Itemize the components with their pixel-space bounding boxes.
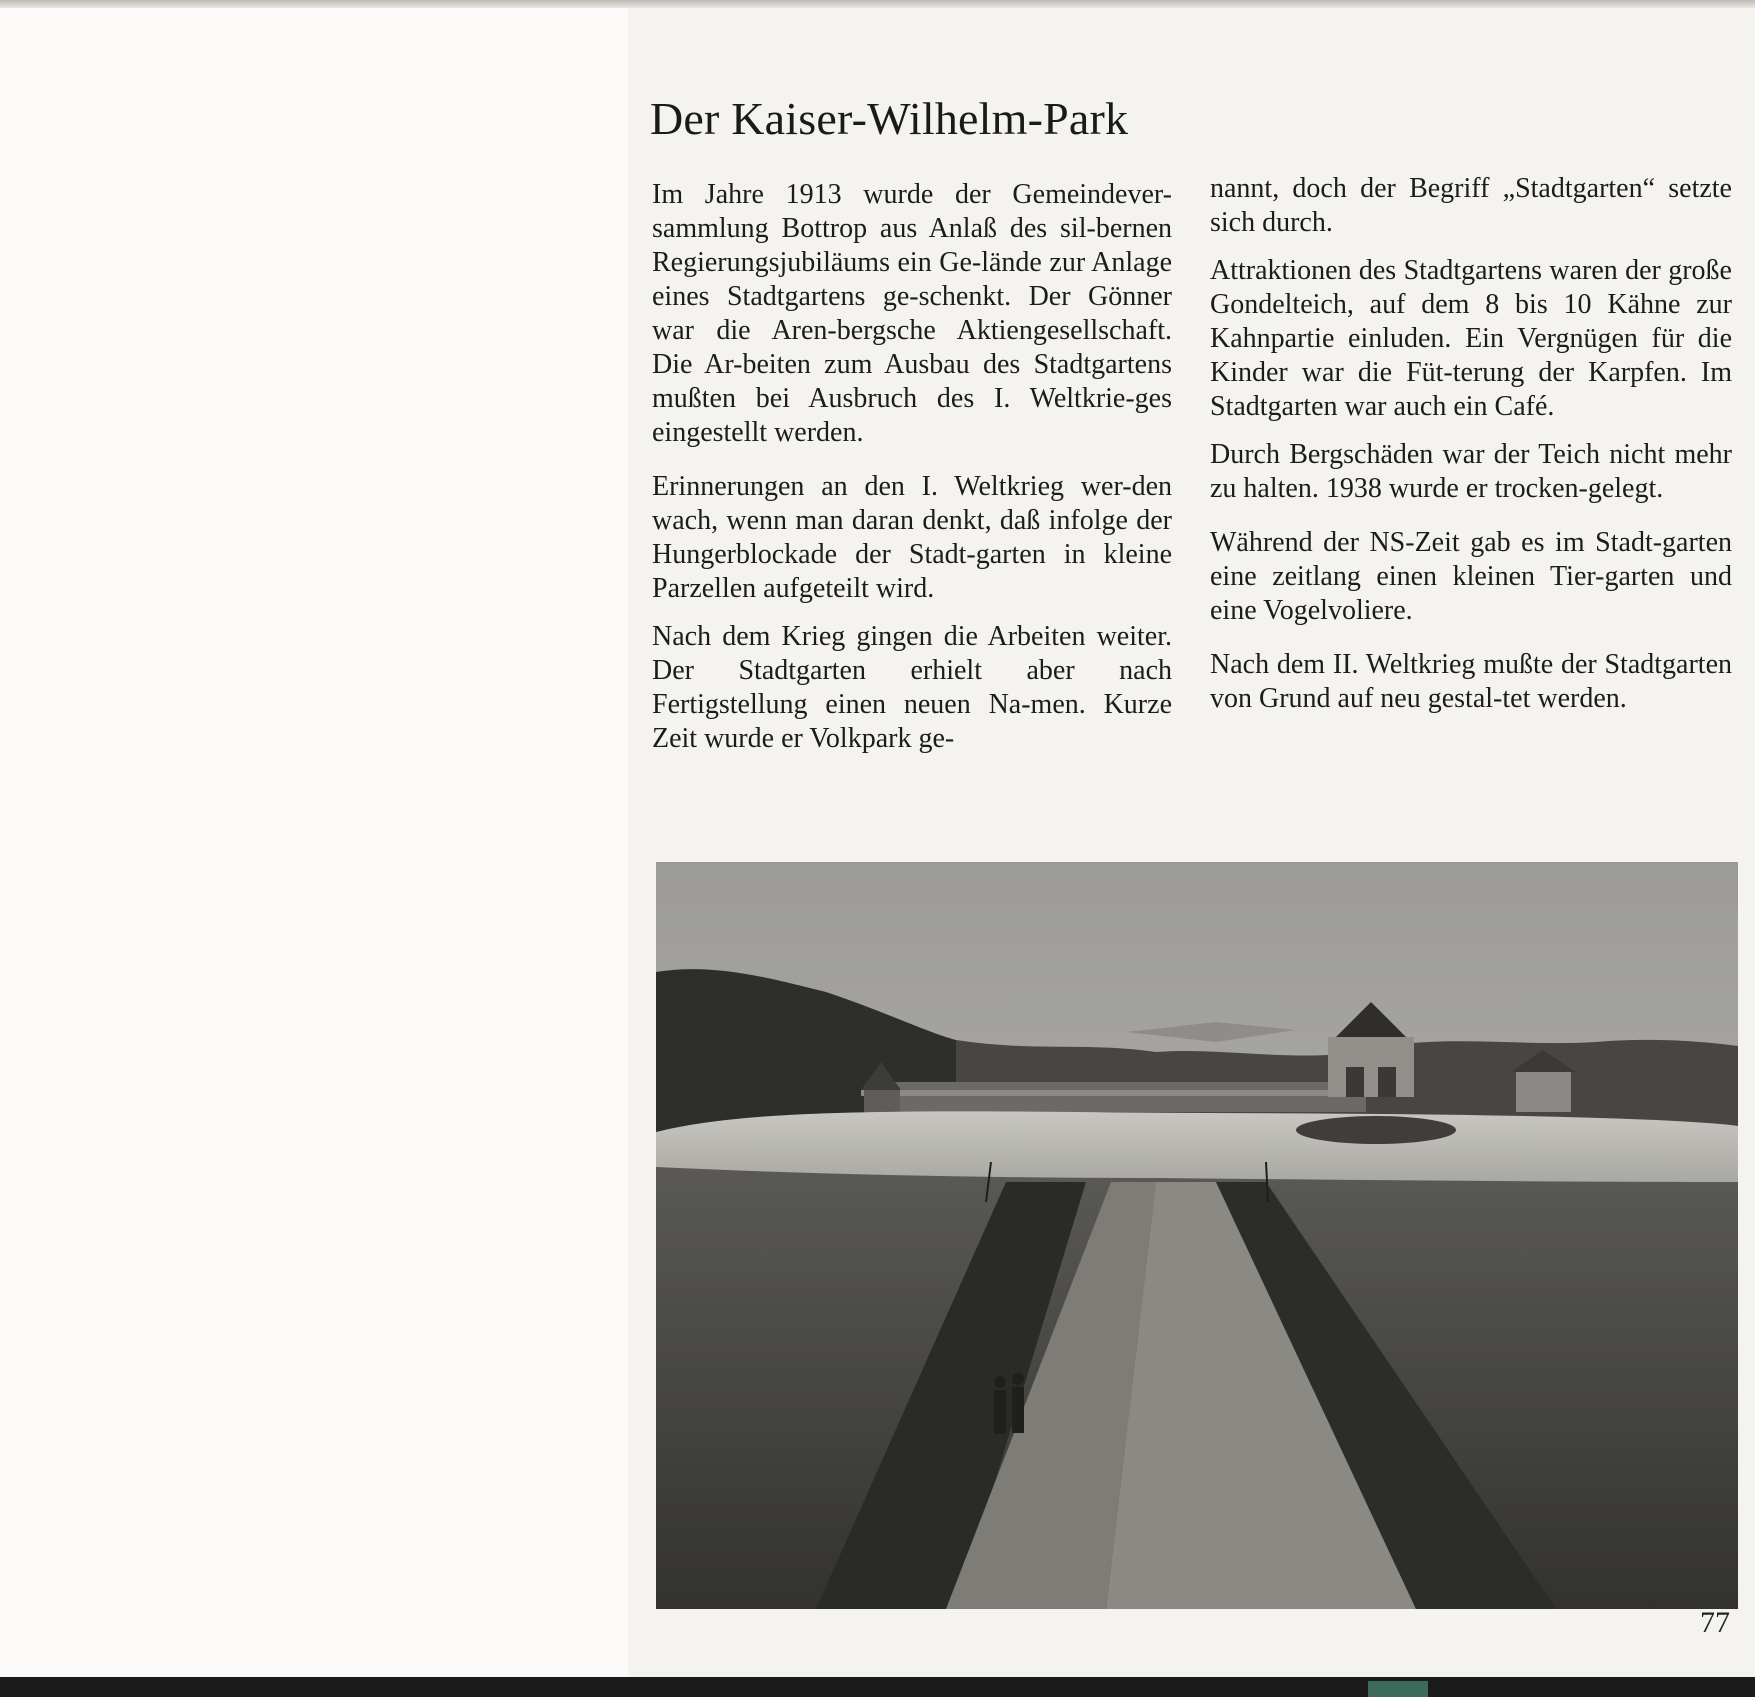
park-photo-drawing xyxy=(656,862,1738,1609)
paragraph-ns-era: Während der NS-Zeit gab es im Stadt-garten eine zeitlang einen kleinen Tier-garten und eine Vogelvoliere. xyxy=(1210,527,1732,626)
text-column-right xyxy=(1210,172,1732,716)
historic-park-photo xyxy=(656,862,1738,1609)
paragraph-after-war: Nach dem Krieg gingen die Arbeiten weiter. Der Stadtgarten erhielt aber nach Fertigstellung einen neuen Na-men. Kurze Zeit wurde er Volkpark ge- xyxy=(652,621,1172,754)
book-edge-accent xyxy=(1368,1681,1428,1697)
text-column-left xyxy=(652,178,1172,756)
paragraph-1913-gift: Im Jahre 1913 wurde der Gemeindever-sammlung Bottrop aus Anlaß des sil-bernen Regierungsjubiläums ein Ge-lände zur Anlage eines Stadtgartens ge-schenkt. Der Gönner war die Aren-bergsche Aktiengesellschaft. Die Ar-beiten zum Ausbau des Stadtgartens mußten bei Ausbruch des I. Weltkrie-ges eingestellt werden. xyxy=(652,179,1172,448)
page-number: 77 xyxy=(1700,1606,1730,1639)
paragraph-mining-damage: Durch Bergschäden war der Teich nicht mehr zu halten. 1938 wurde er trocken-gelegt. xyxy=(1210,439,1732,504)
facing-page-blank xyxy=(0,8,628,1677)
page-title: Der Kaiser-Wilhelm-Park xyxy=(650,93,1129,144)
paragraph-attractions: Attraktionen des Stadtgartens waren der große Gondelteich, auf dem 8 bis 10 Kähne zur Kahnpartie einluden. Ein Vergnügen für die Kinder war die Füt-terung der Karpfen. Im Stadtgarten war auch ein Café. xyxy=(1210,255,1732,422)
paragraph-name-stadtgarten: nannt, doch der Begriff „Stadtgarten“ setzte sich durch. xyxy=(1210,173,1732,238)
paragraph-ww1-memories: Erinnerungen an den I. Weltkrieg wer-den wach, wenn man daran denkt, daß infolge der Hungerblockade der Stadt-garten in kleine Parzellen aufgeteilt wird. xyxy=(652,471,1172,604)
paragraph-after-ww2: Nach dem II. Weltkrieg mußte der Stadtgarten von Grund auf neu gestal-tet werden. xyxy=(1210,649,1732,714)
book-bottom-edge xyxy=(0,1677,1755,1697)
page-top-edge xyxy=(0,0,1755,8)
